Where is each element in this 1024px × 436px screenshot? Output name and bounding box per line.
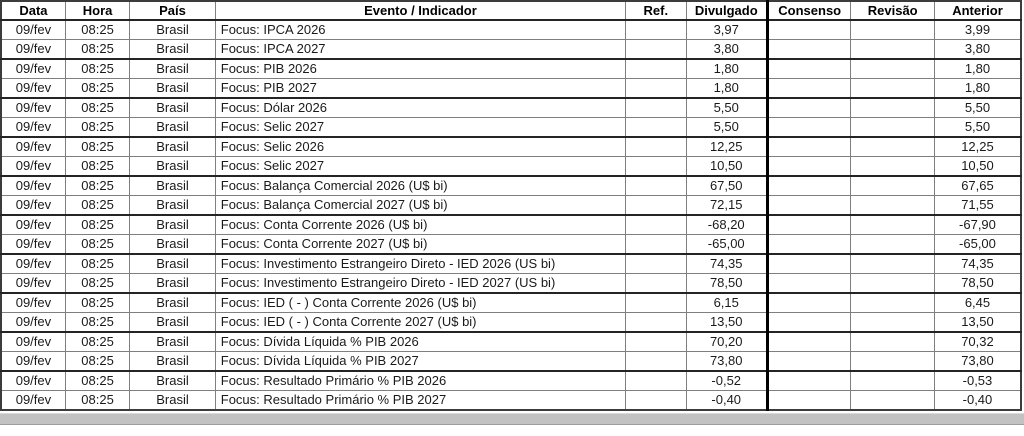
cell-time: 08:25 — [65, 371, 129, 391]
cell-date: 09/fev — [1, 215, 65, 235]
cell-time: 08:25 — [65, 274, 129, 294]
cell-released: 67,50 — [686, 176, 767, 196]
cell-ref — [626, 313, 686, 333]
table-row — [1, 391, 1021, 411]
cell-time: 08:25 — [65, 176, 129, 196]
cell-previous: 1,80 — [934, 59, 1021, 79]
table-row — [1, 352, 1021, 372]
table-row — [1, 118, 1021, 138]
cell-previous: 5,50 — [934, 98, 1021, 118]
cell-previous: 73,80 — [934, 352, 1021, 372]
cell-released: 1,80 — [686, 59, 767, 79]
cell-consensus — [767, 20, 850, 40]
cell-time: 08:25 — [65, 137, 129, 157]
cell-ref — [626, 79, 686, 99]
cell-previous: 78,50 — [934, 274, 1021, 294]
cell-country: Brasil — [130, 196, 216, 216]
column-header-event: Evento / Indicador — [215, 1, 625, 20]
cell-revision — [851, 98, 934, 118]
cell-released: -0,52 — [686, 371, 767, 391]
column-header-time: Hora — [65, 1, 129, 20]
cell-time: 08:25 — [65, 20, 129, 40]
cell-date: 09/fev — [1, 371, 65, 391]
cell-previous: -67,90 — [934, 215, 1021, 235]
cell-released: 70,20 — [686, 332, 767, 352]
cell-previous: 3,80 — [934, 40, 1021, 60]
column-header-previous: Anterior — [934, 1, 1021, 20]
cell-country: Brasil — [130, 293, 216, 313]
cell-previous: 71,55 — [934, 196, 1021, 216]
cell-country: Brasil — [130, 98, 216, 118]
cell-previous: 1,80 — [934, 79, 1021, 99]
cell-ref — [626, 59, 686, 79]
table-row — [1, 313, 1021, 333]
cell-time: 08:25 — [65, 254, 129, 274]
cell-released: 5,50 — [686, 98, 767, 118]
column-header-date: Data — [1, 1, 65, 20]
cell-previous: 70,32 — [934, 332, 1021, 352]
cell-country: Brasil — [130, 235, 216, 255]
table-row — [1, 332, 1021, 352]
table-row — [1, 157, 1021, 177]
table-row — [1, 40, 1021, 60]
table-row — [1, 176, 1021, 196]
cell-date: 09/fev — [1, 59, 65, 79]
cell-revision — [851, 254, 934, 274]
cell-date: 09/fev — [1, 274, 65, 294]
cell-released: 10,50 — [686, 157, 767, 177]
cell-ref — [626, 137, 686, 157]
cell-date: 09/fev — [1, 40, 65, 60]
cell-time: 08:25 — [65, 235, 129, 255]
cell-revision — [851, 59, 934, 79]
cell-date: 09/fev — [1, 118, 65, 138]
cell-time: 08:25 — [65, 215, 129, 235]
cell-revision — [851, 371, 934, 391]
cell-date: 09/fev — [1, 332, 65, 352]
cell-event: Focus: Dólar 2026 — [215, 98, 625, 118]
table-row — [1, 137, 1021, 157]
cell-released: 5,50 — [686, 118, 767, 138]
cell-event: Focus: Investimento Estrangeiro Direto - IED 2026 (US bi) — [215, 254, 625, 274]
cell-revision — [851, 313, 934, 333]
cell-event: Focus: Conta Corrente 2027 (U$ bi) — [215, 235, 625, 255]
table-row — [1, 371, 1021, 391]
cell-released: 3,80 — [686, 40, 767, 60]
cell-country: Brasil — [130, 118, 216, 138]
cell-date: 09/fev — [1, 137, 65, 157]
cell-previous: 74,35 — [934, 254, 1021, 274]
cell-time: 08:25 — [65, 293, 129, 313]
cell-ref — [626, 215, 686, 235]
cell-previous: 5,50 — [934, 118, 1021, 138]
cell-event: Focus: IPCA 2026 — [215, 20, 625, 40]
header-row — [1, 1, 1021, 20]
cell-event: Focus: Selic 2026 — [215, 137, 625, 157]
cell-released: 74,35 — [686, 254, 767, 274]
table-row — [1, 98, 1021, 118]
cell-country: Brasil — [130, 371, 216, 391]
cell-time: 08:25 — [65, 391, 129, 411]
cell-country: Brasil — [130, 157, 216, 177]
cell-event: Focus: Dívida Líquida % PIB 2026 — [215, 332, 625, 352]
column-header-revision: Revisão — [851, 1, 934, 20]
cell-country: Brasil — [130, 313, 216, 333]
cell-date: 09/fev — [1, 254, 65, 274]
cell-revision — [851, 20, 934, 40]
cell-released: 1,80 — [686, 79, 767, 99]
bottom-gray-bar — [0, 413, 1024, 425]
cell-event: Focus: Conta Corrente 2026 (U$ bi) — [215, 215, 625, 235]
cell-country: Brasil — [130, 59, 216, 79]
cell-released: 12,25 — [686, 137, 767, 157]
cell-released: -65,00 — [686, 235, 767, 255]
cell-country: Brasil — [130, 215, 216, 235]
cell-event: Focus: Investimento Estrangeiro Direto - IED 2027 (US bi) — [215, 274, 625, 294]
column-header-consensus: Consenso — [767, 1, 850, 20]
cell-time: 08:25 — [65, 40, 129, 60]
cell-event: Focus: IED ( - ) Conta Corrente 2026 (U$ bi) — [215, 293, 625, 313]
cell-event: Focus: IPCA 2027 — [215, 40, 625, 60]
cell-previous: 67,65 — [934, 176, 1021, 196]
cell-revision — [851, 40, 934, 60]
cell-previous: 3,99 — [934, 20, 1021, 40]
cell-country: Brasil — [130, 40, 216, 60]
cell-time: 08:25 — [65, 59, 129, 79]
cell-time: 08:25 — [65, 313, 129, 333]
cell-ref — [626, 157, 686, 177]
cell-consensus — [767, 235, 850, 255]
cell-consensus — [767, 59, 850, 79]
cell-revision — [851, 137, 934, 157]
table-body — [1, 20, 1021, 410]
table-row — [1, 215, 1021, 235]
cell-date: 09/fev — [1, 79, 65, 99]
cell-revision — [851, 274, 934, 294]
cell-consensus — [767, 196, 850, 216]
cell-consensus — [767, 371, 850, 391]
cell-time: 08:25 — [65, 332, 129, 352]
cell-event: Focus: Balança Comercial 2026 (U$ bi) — [215, 176, 625, 196]
cell-event: Focus: PIB 2027 — [215, 79, 625, 99]
cell-revision — [851, 235, 934, 255]
table-row — [1, 59, 1021, 79]
cell-ref — [626, 20, 686, 40]
cell-consensus — [767, 352, 850, 372]
cell-consensus — [767, 391, 850, 411]
cell-revision — [851, 293, 934, 313]
cell-revision — [851, 176, 934, 196]
cell-time: 08:25 — [65, 196, 129, 216]
cell-country: Brasil — [130, 176, 216, 196]
cell-date: 09/fev — [1, 20, 65, 40]
cell-ref — [626, 391, 686, 411]
cell-ref — [626, 371, 686, 391]
cell-ref — [626, 293, 686, 313]
cell-time: 08:25 — [65, 118, 129, 138]
cell-date: 09/fev — [1, 391, 65, 411]
cell-event: Focus: IED ( - ) Conta Corrente 2027 (U$ bi) — [215, 313, 625, 333]
cell-revision — [851, 118, 934, 138]
cell-previous: -65,00 — [934, 235, 1021, 255]
cell-consensus — [767, 137, 850, 157]
cell-country: Brasil — [130, 254, 216, 274]
cell-consensus — [767, 313, 850, 333]
cell-date: 09/fev — [1, 157, 65, 177]
cell-country: Brasil — [130, 20, 216, 40]
cell-event: Focus: Resultado Primário % PIB 2026 — [215, 371, 625, 391]
cell-revision — [851, 215, 934, 235]
table-row — [1, 79, 1021, 99]
cell-ref — [626, 196, 686, 216]
cell-ref — [626, 118, 686, 138]
table-row — [1, 293, 1021, 313]
column-header-ref: Ref. — [626, 1, 686, 20]
cell-ref — [626, 254, 686, 274]
cell-country: Brasil — [130, 352, 216, 372]
cell-ref — [626, 274, 686, 294]
cell-event: Focus: Dívida Líquida % PIB 2027 — [215, 352, 625, 372]
cell-released: 72,15 — [686, 196, 767, 216]
cell-revision — [851, 79, 934, 99]
cell-date: 09/fev — [1, 176, 65, 196]
cell-event: Focus: PIB 2026 — [215, 59, 625, 79]
cell-ref — [626, 332, 686, 352]
cell-ref — [626, 98, 686, 118]
cell-revision — [851, 157, 934, 177]
cell-revision — [851, 196, 934, 216]
cell-ref — [626, 176, 686, 196]
cell-released: 78,50 — [686, 274, 767, 294]
cell-consensus — [767, 215, 850, 235]
cell-consensus — [767, 79, 850, 99]
cell-date: 09/fev — [1, 352, 65, 372]
cell-time: 08:25 — [65, 352, 129, 372]
cell-revision — [851, 391, 934, 411]
table-row — [1, 254, 1021, 274]
cell-consensus — [767, 332, 850, 352]
cell-date: 09/fev — [1, 196, 65, 216]
cell-date: 09/fev — [1, 98, 65, 118]
cell-event: Focus: Selic 2027 — [215, 118, 625, 138]
cell-previous: -0,53 — [934, 371, 1021, 391]
cell-event: Focus: Balança Comercial 2027 (U$ bi) — [215, 196, 625, 216]
cell-time: 08:25 — [65, 98, 129, 118]
cell-ref — [626, 235, 686, 255]
cell-consensus — [767, 293, 850, 313]
cell-time: 08:25 — [65, 79, 129, 99]
cell-ref — [626, 352, 686, 372]
cell-time: 08:25 — [65, 157, 129, 177]
cell-released: -68,20 — [686, 215, 767, 235]
cell-previous: 13,50 — [934, 313, 1021, 333]
table-row — [1, 274, 1021, 294]
cell-date: 09/fev — [1, 293, 65, 313]
cell-event: Focus: Resultado Primário % PIB 2027 — [215, 391, 625, 411]
cell-consensus — [767, 118, 850, 138]
cell-previous: 12,25 — [934, 137, 1021, 157]
cell-consensus — [767, 254, 850, 274]
cell-released: 3,97 — [686, 20, 767, 40]
cell-country: Brasil — [130, 274, 216, 294]
table-row — [1, 196, 1021, 216]
cell-released: -0,40 — [686, 391, 767, 411]
cell-released: 13,50 — [686, 313, 767, 333]
cell-revision — [851, 352, 934, 372]
table-row — [1, 20, 1021, 40]
cell-ref — [626, 40, 686, 60]
cell-previous: 10,50 — [934, 157, 1021, 177]
cell-previous: -0,40 — [934, 391, 1021, 411]
cell-country: Brasil — [130, 137, 216, 157]
cell-previous: 6,45 — [934, 293, 1021, 313]
table-row — [1, 235, 1021, 255]
cell-released: 73,80 — [686, 352, 767, 372]
cell-released: 6,15 — [686, 293, 767, 313]
cell-revision — [851, 332, 934, 352]
cell-consensus — [767, 40, 850, 60]
cell-country: Brasil — [130, 79, 216, 99]
cell-consensus — [767, 157, 850, 177]
column-header-country: País — [130, 1, 216, 20]
cell-consensus — [767, 98, 850, 118]
cell-date: 09/fev — [1, 313, 65, 333]
cell-consensus — [767, 176, 850, 196]
column-header-released: Divulgado — [686, 1, 767, 20]
cell-consensus — [767, 274, 850, 294]
cell-country: Brasil — [130, 332, 216, 352]
cell-date: 09/fev — [1, 235, 65, 255]
cell-event: Focus: Selic 2027 — [215, 157, 625, 177]
cell-country: Brasil — [130, 391, 216, 411]
